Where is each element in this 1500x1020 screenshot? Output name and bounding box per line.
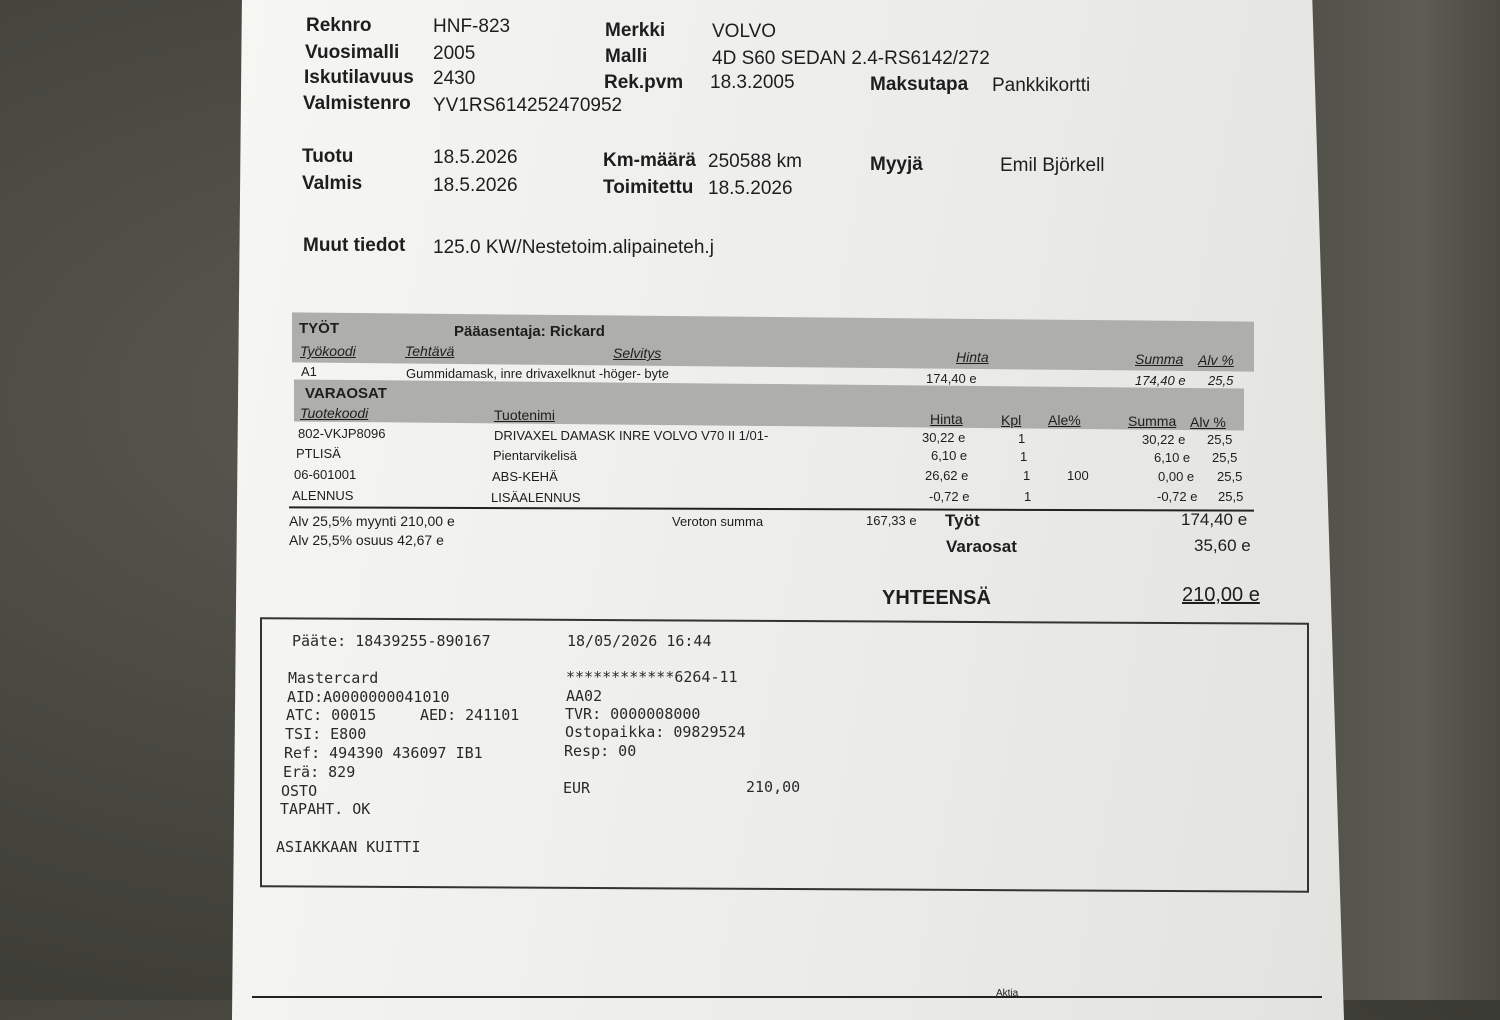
reknro-value: HNF-823 (433, 16, 511, 37)
transaction-status: TAPAHT. OK (280, 800, 371, 818)
tuotu-value: 18.5.2026 (433, 147, 518, 168)
part-qty: 1 (1020, 449, 1028, 464)
varaosat-col-code: Tuotekoodi (300, 405, 369, 421)
valmistenro-value: YV1RS614252470952 (433, 95, 623, 116)
part-sum: -0,72 e (1157, 489, 1198, 504)
transaction-datetime: 18/05/2026 16:44 (567, 632, 712, 650)
part-price: 30,22 e (922, 430, 966, 445)
km-label: Km-määrä (603, 150, 696, 171)
varaosat-col-sum: Summa (1128, 413, 1177, 429)
maksutapa-value: Pankkikortti (992, 75, 1091, 96)
yhteensa-value: 210,00 e (1182, 584, 1260, 606)
toimitettu-label: Toimitettu (603, 177, 694, 198)
vuosimalli-label: Vuosimalli (305, 42, 400, 63)
varaosat-title: VARAOSAT (305, 385, 387, 402)
tyot-total-value: 174,40 e (1181, 510, 1248, 529)
varaosat-col-price: Hinta (930, 411, 963, 427)
part-vat: 25,5 (1217, 469, 1243, 484)
alv-osuus: Alv 25,5% osuus 42,67 e (289, 532, 444, 548)
response: Resp: 00 (564, 742, 637, 760)
tyot-col-sum: Summa (1135, 351, 1184, 367)
iskutilavuus-label: Iskutilavuus (304, 67, 414, 88)
km-value: 250588 km (708, 151, 803, 172)
merkki-label: Merkki (605, 20, 666, 41)
iskutilavuus-value: 2430 (433, 68, 476, 89)
alv-myynti: Alv 25,5% myynti 210,00 e (289, 513, 455, 529)
reknro-label: Reknro (306, 15, 372, 36)
vuosimalli-value: 2005 (433, 43, 476, 64)
ostopaikka: Ostopaikka: 09829524 (565, 723, 746, 741)
myyja-label: Myyjä (870, 154, 923, 175)
tyot-row-task: Gummidamask, inre drivaxelknut -höger- byte (406, 366, 669, 381)
part-code: 802-VKJP8096 (298, 426, 386, 441)
part-code: ALENNUS (292, 488, 354, 503)
veroton-label: Veroton summa (672, 514, 764, 529)
veroton-value: 167,33 e (866, 513, 917, 528)
tvr: TVR: 0000008000 (565, 705, 701, 723)
part-qty: 1 (1023, 468, 1031, 483)
footer-rule (252, 996, 1322, 998)
varaosat-total-value: 35,60 e (1194, 536, 1251, 555)
customer-receipt-label: ASIAKKAAN KUITTI (276, 838, 421, 856)
card-type: Mastercard (288, 669, 379, 687)
tyot-mechanic: Pääasentaja: Rickard (454, 323, 605, 340)
tyot-row-vat: 25,5 (1208, 373, 1234, 388)
tuotu-label: Tuotu (302, 146, 354, 167)
varaosat-col-vat: Alv % (1190, 414, 1226, 430)
malli-label: Malli (605, 46, 648, 67)
yhteensa-label: YHTEENSÄ (882, 587, 991, 609)
part-vat: 25,5 (1207, 432, 1233, 447)
rekpvm-label: Rek.pvm (604, 72, 684, 93)
amount: 210,00 (746, 778, 801, 796)
tyot-title: TYÖT (299, 320, 339, 337)
part-name: DRIVAXEL DAMASK INRE VOLVO V70 II 1/01- (494, 428, 769, 443)
footer-aktia: Aktia (996, 988, 1019, 999)
part-vat: 25,5 (1218, 489, 1244, 504)
aa-code: AA02 (566, 687, 603, 705)
tyot-header-band (292, 312, 1254, 371)
batch: Erä: 829 (283, 763, 356, 781)
aed: AED: 241101 (420, 706, 520, 724)
rekpvm-value: 18.3.2005 (710, 72, 795, 93)
part-code: 06-601001 (294, 467, 357, 482)
muut-tiedot-label: Muut tiedot (303, 235, 406, 256)
toimitettu-value: 18.5.2026 (708, 178, 793, 199)
varaosat-col-disc: Ale% (1048, 412, 1081, 428)
atc: ATC: 00015 (286, 706, 377, 724)
part-price: -0,72 e (929, 489, 970, 504)
tyot-col-code: Työkoodi (300, 343, 356, 359)
part-qty: 1 (1018, 431, 1026, 446)
part-sum: 0,00 e (1158, 469, 1195, 484)
part-price: 6,10 e (931, 448, 968, 463)
part-name: ABS-KEHÄ (492, 469, 558, 484)
card-number: ************6264-11 (566, 668, 738, 686)
purchase-label: OSTO (281, 782, 318, 800)
part-sum: 6,10 e (1154, 450, 1191, 465)
part-name: Pientarvikelisä (493, 448, 577, 463)
tyot-col-vat: Alv % (1198, 352, 1234, 368)
varaosat-total-label: Varaosat (946, 537, 1017, 556)
terminal-id: Pääte: 18439255-890167 (292, 632, 491, 650)
tyot-row-code: A1 (301, 364, 317, 379)
part-disc: 100 (1067, 468, 1089, 483)
myyja-value: Emil Björkell (1000, 155, 1105, 176)
valmistenro-label: Valmistenro (303, 93, 411, 114)
part-vat: 25,5 (1212, 450, 1238, 465)
tsi: TSI: E800 (285, 725, 367, 743)
maksutapa-label: Maksutapa (870, 74, 969, 95)
varaosat-col-qty: Kpl (1001, 412, 1022, 428)
merkki-value: VOLVO (712, 21, 777, 42)
tyot-col-desc: Selvitys (613, 345, 662, 361)
part-price: 26,62 e (925, 468, 969, 483)
tyot-col-task: Tehtävä (405, 343, 455, 359)
part-sum: 30,22 e (1142, 432, 1186, 447)
part-name: LISÄALENNUS (491, 490, 581, 505)
tyot-col-price: Hinta (956, 349, 989, 365)
currency: EUR (563, 779, 591, 797)
part-code: PTLISÄ (296, 446, 341, 461)
varaosat-col-name: Tuotenimi (494, 407, 555, 423)
tyot-total-label: Työt (945, 511, 980, 530)
tyot-row-price: 174,40 e (926, 371, 977, 386)
valmis-value: 18.5.2026 (433, 175, 518, 196)
muut-tiedot-value: 125.0 KW/Nestetoim.alipaineteh.j (433, 237, 714, 258)
valmis-label: Valmis (302, 173, 363, 194)
tyot-row-sum: 174,40 e (1135, 373, 1186, 388)
reference: Ref: 494390 436097 IB1 (284, 744, 483, 762)
part-qty: 1 (1024, 489, 1032, 504)
aid: AID:A0000000041010 (287, 688, 450, 706)
malli-value: 4D S60 SEDAN 2.4-RS6142/272 (712, 48, 990, 69)
